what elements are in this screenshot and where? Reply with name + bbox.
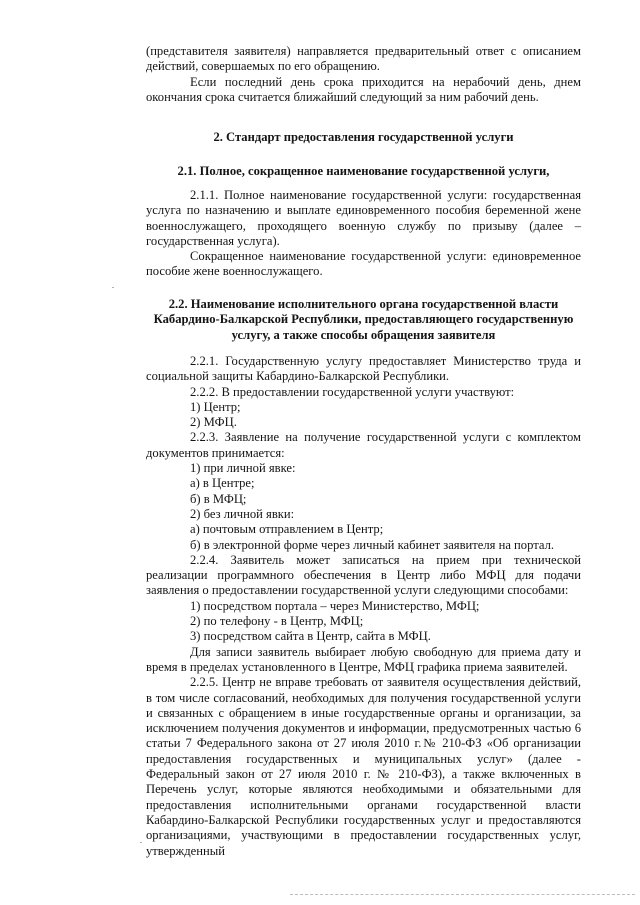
heading-2-2-line-1: 2.2. Наименование исполнительного органа государственной власти bbox=[168, 297, 559, 311]
heading-2-2 bbox=[146, 297, 581, 343]
list-item-in-centre: а) в Центре; bbox=[190, 476, 255, 491]
scan-speck bbox=[140, 842, 142, 843]
section-2-2 bbox=[146, 354, 581, 859]
list-item-by-post: а) почтовым отправлением в Центр; bbox=[190, 522, 384, 537]
paragraph-2-2-2: 2.2.2. В предоставлении государственной услуги участвуют: bbox=[190, 384, 515, 399]
paragraph-2-2-1: 2.2.1. Государственную услугу предоставляет Министерство труда и социальной защиты Кабардино-Балкарской Республики. bbox=[146, 354, 581, 384]
list-item-centre: 1) Центр; bbox=[190, 399, 241, 414]
paragraph-2-1-short-name: Сокращенное наименование государственной услуги: единовременное пособие жене военнослужащего. bbox=[146, 249, 581, 279]
list-item-in-mfc: б) в МФЦ; bbox=[190, 491, 247, 506]
paragraph-2-2-3: 2.2.3. Заявление на получение государственной услуги с комплектом документов принимается: bbox=[146, 430, 581, 460]
list-item-phone: 2) по телефону - в Центр, МФЦ; bbox=[190, 614, 364, 629]
list-item-website: 3) посредством сайта в Центр, сайта в МФЦ. bbox=[190, 629, 431, 644]
heading-2-2-line-2: Кабардино-Балкарской Республики, предоставляющего государственную bbox=[153, 312, 574, 327]
heading-2-1: 2.1. Полное, сокращенное наименование государственной услуги, bbox=[177, 164, 550, 178]
paragraph-2-1-1: 2.1.1. Полное наименование государственной услуги: государственная услуга по назначению и выплате единовременного пособия беременной жене военнослужащего, проходящего военную службу по призыву (далее – государственная услуга). bbox=[146, 188, 581, 248]
scan-edge-line bbox=[290, 894, 635, 895]
list-item-in-person: 1) при личной явке: bbox=[190, 461, 296, 476]
heading-2: 2. Стандарт предоставления государственной услуги bbox=[213, 130, 514, 144]
intro-paragraph-1: (представителя заявителя) направляется предварительный ответ с описанием действий, совершаемых по его обращению. bbox=[146, 44, 581, 74]
list-item-portal: 1) посредством портала – через Министерство, МФЦ; bbox=[190, 598, 480, 613]
heading-2-2-line-3: услугу, а также способы обращения заявителя bbox=[231, 327, 496, 342]
section-2-1 bbox=[146, 188, 581, 280]
list-item-remote: 2) без личной явки: bbox=[190, 506, 295, 521]
intro-block bbox=[146, 44, 581, 105]
intro-paragraph-2: Если последний день срока приходится на нерабочий день, днем окончания срока считается ближайший следующий за ним рабочий день. bbox=[146, 74, 581, 104]
paragraph-2-2-4: 2.2.4. Заявитель может записаться на прием при технической реализации программного обеспечения в Центр либо МФЦ для подачи заявления о предоставлении государственной услуги следующими способами: bbox=[146, 552, 581, 598]
list-item-mfc: 2) МФЦ. bbox=[190, 415, 237, 430]
paragraph-appointment: Для записи заявитель выбирает любую свободную для приема дату и время в пределах установленного в Центре, МФЦ графика приема заявителей. bbox=[146, 644, 581, 674]
list-item-electronic: б) в электронной форме через личный кабинет заявителя на портал. bbox=[190, 537, 555, 552]
paragraph-2-2-5: 2.2.5. Центр не вправе требовать от заявителя осуществления действий, в том числе согласований, необходимых для получения государственной услуги и связанных с обращением в иные государственные органы и организации, за исключением получения документов и информации, предусмотренных частью 6 статьи 7 Федерального закона от 27 июля 2010 г.№ 210-ФЗ «Об организации предоставления государственных и муниципальных услуг» (далее - Федеральный закон от 27 июля 2010 г. № 210-ФЗ), а также включенных в Перечень услуг, которые являются необходимыми и обязательными для предоставления исполнительными органами государственной власти Кабардино-Балкарской Республики государственных услуг и предоставляются организациями, участвующими в предоставлении государственных услуг, утвержденный bbox=[146, 675, 581, 858]
scan-speck bbox=[112, 287, 114, 288]
